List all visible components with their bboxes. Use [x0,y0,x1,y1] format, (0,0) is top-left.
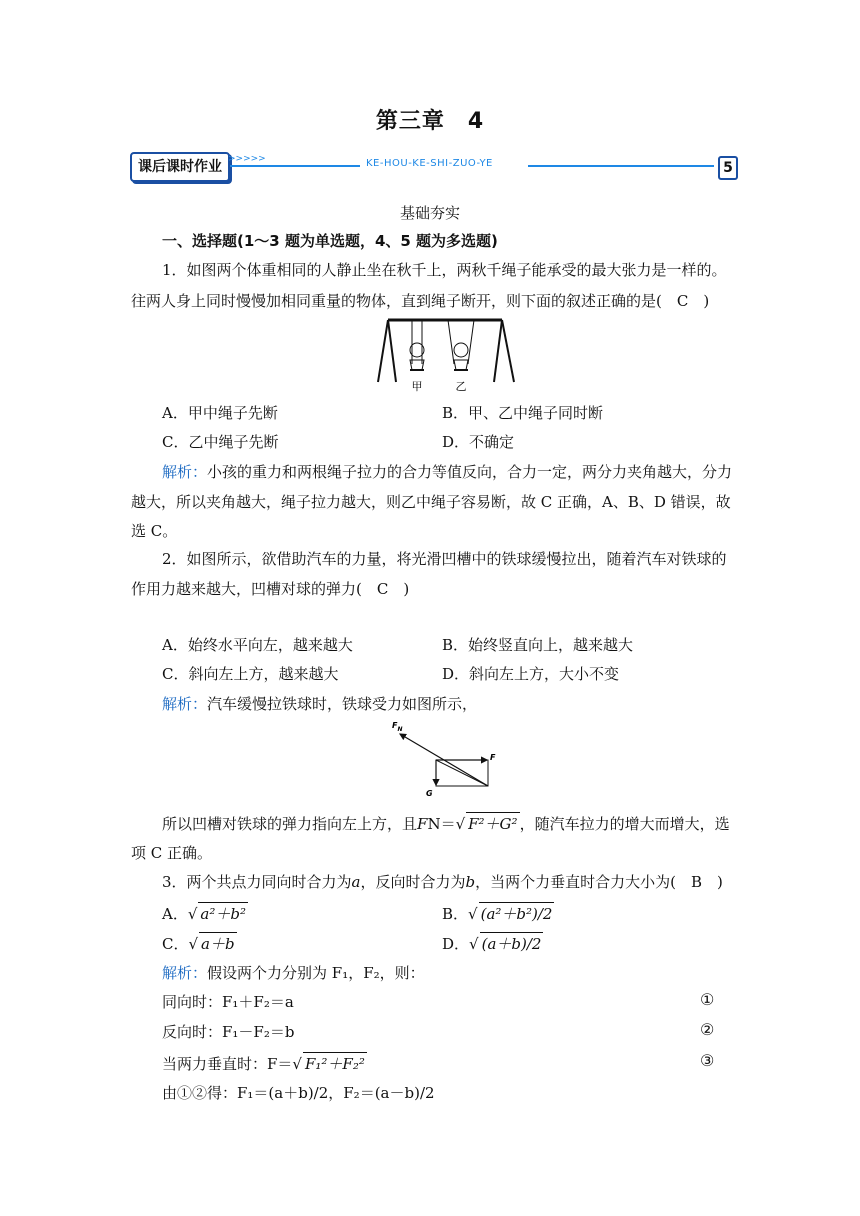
q3-option-a-label: A． [162,905,188,923]
swing-leg-right-outer [502,320,514,382]
q1-option-c: C．乙中绳子先断 [162,433,279,451]
q3-equation-2-mark: ② [700,1020,715,1039]
q3-equation-3-mark: ③ [700,1051,715,1070]
label-yi: 乙 [455,380,467,393]
q2-analysis-line1 [162,693,477,714]
banner-line-left [230,165,360,167]
q2-option-b: B．始终竖直向上，越来越大 [442,636,634,654]
sqrt-icon: √ [468,905,478,923]
q1-analysis-label: 解析： [162,463,208,481]
q1-option-a: A．甲中绳子先断 [162,404,278,422]
q2-analysis-radicand: F²＋G² [466,812,519,834]
q3-equation-3-text: 当两力垂直时：F＝ [162,1055,293,1073]
q3-option-d-radicand: (a＋b)/2 [480,932,544,954]
q3-equation-3 [162,1052,367,1074]
sqrt-icon: √ [455,815,466,833]
q3-equation-3-radicand: F₁²＋F₂² [303,1052,367,1074]
q3-stem [162,871,723,892]
banner-label: 课后课时作业 [130,152,230,182]
sqrt-icon: √ [292,1055,302,1073]
q1-analysis-line2: 越大，所以夹角越大，绳子拉力越大，则乙中绳子容易断，故 C 正确，A、B、D 错误，故 [131,493,731,511]
force-diagram [386,718,498,798]
banner-pinyin: KE-HOU-KE-SHI-ZUO-YE [366,158,493,169]
child-yi-body [454,360,468,370]
q1-option-d: D．不确定 [442,433,515,451]
label-jia: 甲 [411,380,423,393]
q3-option-b [442,902,554,924]
q2-stem-line1: 2．如图所示，欲借助汽车的力量，将光滑凹槽中的铁球缓慢拉出，随着汽车对铁球的 [162,550,727,568]
homework-banner [130,150,738,186]
swing-leg-right-inner [494,320,502,382]
rope-yi-left [448,320,454,364]
q3-analysis-line1 [162,962,425,983]
q3-equation-1: 同向时：F₁＋F₂＝a [162,993,294,1011]
diagonal-line [436,760,488,786]
q2-stem-line2: 作用力越来越大，凹槽对球的弹力( C ) [131,580,410,598]
q1-option-b: B．甲、乙中绳子同时断 [442,404,604,422]
q2-analysis-text2a: 所以凹槽对铁球的弹力指向左上方，且 [162,815,418,833]
q2-analysis-line2 [162,812,730,834]
q2-analysis-text1: 汽车缓慢拉铁球时，铁球受力如图所示， [207,695,478,713]
q3-equation-2: 反向时：F₁－F₂＝b [162,1023,295,1041]
q3-equation-1-mark: ① [700,990,715,1009]
q3-option-a [162,902,248,924]
page-title: 第三章 4 [375,109,485,134]
q1-analysis-line3: 选 C。 [131,522,178,540]
label-fn: $F_N$ [392,721,403,733]
q2-analysis-text2b: ，随汽车拉力的增大而增大，选 [519,815,730,833]
part1-heading: 一、选择题(1～3 题为单选题，4、5 题为多选题) [162,232,498,250]
q3-var-b: b [465,873,476,891]
q3-option-c-label: C． [162,935,189,953]
q3-option-c-radicand: a＋b [199,932,237,954]
label-g: G [426,789,433,798]
sqrt-icon: √ [469,935,479,953]
q3-option-b-radicand: (a²＋b²)/2 [479,902,555,924]
q3-stem-a: 3．两个共点力同向时合力为 [162,873,352,891]
q3-var-a: a [351,873,361,891]
q2-option-a: A．始终水平向左，越来越大 [162,636,353,654]
swing-leg-left-inner [388,320,396,382]
q2-analysis-fn: F [417,815,428,833]
swing-leg-left-outer [378,320,388,382]
banner-number: 5 [718,156,738,180]
q3-stem-c: ，当两个力垂直时合力大小为( B ) [475,873,723,891]
q3-option-b-label: B． [442,905,469,923]
q2-analysis-line3: 项 C 正确。 [131,844,213,862]
q3-stem-b: ，反向时合力为 [360,873,466,891]
banner-line-right [528,165,714,167]
q2-analysis-fn-sub: N＝ [427,815,456,833]
q3-analysis-text1: 假设两个力分别为 F₁，F₂，则： [207,964,425,982]
q3-option-a-radicand: a²＋b² [198,902,248,924]
rope-yi-right [468,320,474,364]
swing-figure [374,316,518,394]
q1-analysis-line1 [162,461,732,482]
q2-option-d: D．斜向左上方，大小不变 [442,665,620,683]
banner-arrows: >>>>> [228,154,266,164]
sqrt-icon: √ [187,905,198,923]
q1-stem-line1: 1．如图两个体重相同的人静止坐在秋千上，两秋千绳子能承受的最大张力是一样的。 [162,261,727,279]
q1-analysis-text1: 小孩的重力和两根绳子拉力的合力等值反向，合力一定，两分力夹角越大，分力 [207,463,733,481]
q3-option-d [442,932,543,954]
sqrt-icon: √ [188,935,199,953]
q3-analysis-label: 解析： [162,964,208,982]
q3-equation-4: 由①②得：F₁＝(a＋b)/2，F₂＝(a－b)/2 [162,1084,435,1102]
q3-option-c [162,932,237,954]
q1-stem-line2: 往两人身上同时慢慢加相同重量的物体，直到绳子断开，则下面的叙述正确的是( C ) [131,292,710,310]
q3-option-d-label: D． [442,935,470,953]
child-yi-head [454,343,468,357]
q2-analysis-label: 解析： [162,695,208,713]
q2-option-c: C．斜向左上方，越来越大 [162,665,339,683]
label-f: F [490,753,496,762]
section-heading: 基础夯实 [399,204,460,222]
